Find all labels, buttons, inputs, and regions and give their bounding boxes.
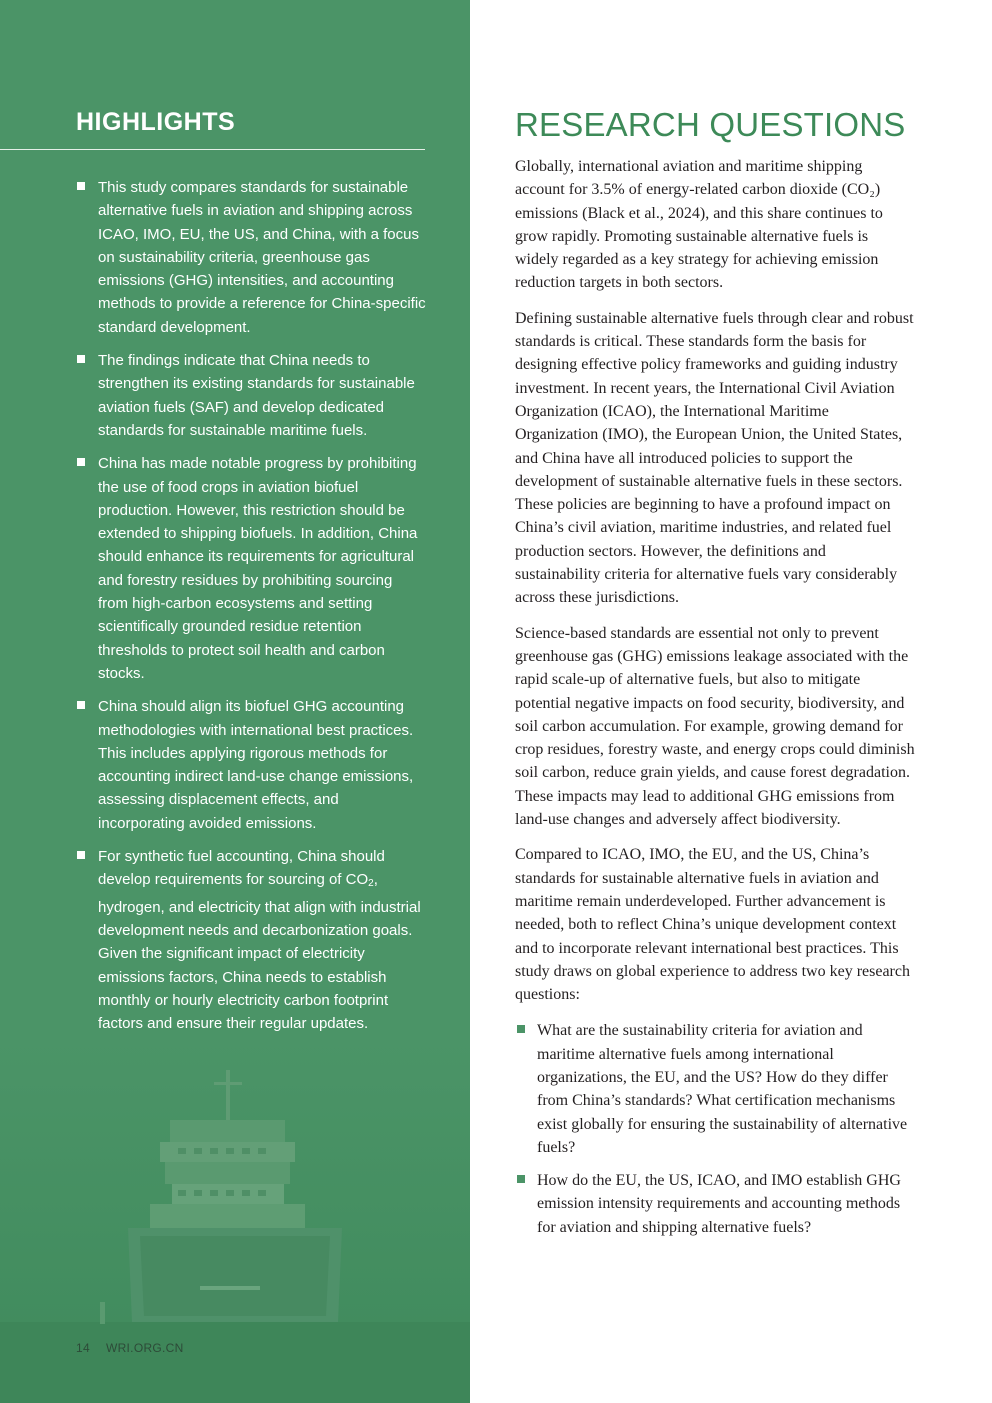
highlight-text-part: , hydrogen, and electricity that align with industrial development needs and decarbonization goals. Given the significant impact of electricity emissions factors, China needs to establish monthly or hourly electricity carbon footprint factors and ensure their regular updates.	[98, 871, 421, 1033]
square-bullet-icon	[517, 1025, 525, 1033]
highlight-text: The findings indicate that China needs to strengthen its existing standards for sustainable aviation fuels (SAF) and develop dedicated standards for sustainable maritime fuels.	[98, 352, 415, 439]
site-link[interactable]: WRI.ORG.CN	[105, 1341, 184, 1355]
list-item	[515, 1169, 915, 1239]
research-body	[515, 155, 915, 1249]
list-item	[76, 176, 426, 339]
square-bullet-icon	[77, 355, 85, 363]
highlights-panel	[0, 0, 470, 1403]
highlight-text-part: For synthetic fuel accounting, China should develop requirements for sourcing of CO	[98, 848, 385, 889]
list-item	[76, 349, 426, 442]
highlight-text: China should align its biofuel GHG accounting methodologies with international best practices. This includes applying rigorous methods for accounting indirect land-use change emissions, assessing displacement effects, and incorporating avoided emissions.	[98, 698, 414, 832]
highlight-text	[98, 848, 421, 1032]
list-item	[515, 1019, 915, 1159]
ship-photo	[0, 1040, 470, 1403]
square-bullet-icon	[77, 851, 85, 859]
square-bullet-icon	[77, 182, 85, 190]
body-paragraph: Defining sustainable alternative fuels through clear and robust standards is critical. These standards form the basis for designing effective policy frameworks and guiding industry investment. In recent years, the International Civil Aviation Organization (ICAO), the International Maritime Organization (IMO), the European Union, the United States, and China have all introduced policies to support the development of sustainable alternative fuels in these sectors. These policies are beginning to have a profound impact on China’s civil aviation, maritime industries, and related fuel production sectors. However, the definitions and sustainability criteria for alternative fuels vary considerably across these jurisdictions.	[515, 309, 914, 607]
square-bullet-icon	[517, 1175, 525, 1183]
subscript: 2	[368, 878, 374, 890]
question-text: How do the EU, the US, ICAO, and IMO establish GHG emission intensity requirements and accounting methods for aviation and shipping alternative fuels?	[537, 1172, 901, 1236]
highlight-text: China has made notable progress by prohibiting the use of food crops in aviation biofuel production. However, this restriction should be extended to shipping biofuels. In addition, China should enhance its requirements for agricultural and forestry residues by prohibiting sourcing from high-carbon ecosystems and setting scientifically grounded residue retention thresholds to protect soil health and carbon stocks.	[98, 455, 418, 682]
square-bullet-icon	[77, 458, 85, 466]
body-paragraph: Science-based standards are essential not only to prevent greenhouse gas (GHG) emissions leakage associated with the rapid scale-up of alternative fuels, but also to mitigate potential negative impacts on food security, biodiversity, and soil carbon accumulation. For example, growing demand for crop residues, forestry waste, and energy crops could diminish soil carbon, reduce grain yields, and cause forest degradation. These impacts may lead to additional GHG emissions from land-use changes and adversely affect biodiversity.	[515, 624, 915, 829]
body-paragraph: Compared to ICAO, IMO, the EU, and the US, China’s standards for sustainable alternative fuels in aviation and maritime remain underdeveloped. Further advancement is needed, both to reflect China’s unique development context and to incorporate relevant international best practices. This study draws on global experience to address two key research questions:	[515, 846, 910, 1004]
question-text: What are the sustainability criteria for aviation and maritime alternative fuels among international organizations, the EU, and the US? How do they differ from China’s standards? What certification mechanisms exist globally for ensuring the sustainability of alternative fuels?	[537, 1022, 908, 1156]
highlights-list	[76, 176, 426, 1045]
research-questions-list	[515, 1019, 915, 1239]
list-item	[76, 695, 426, 835]
highlights-divider	[0, 149, 425, 150]
highlights-title: HIGHLIGHTS	[76, 108, 236, 136]
page-footer	[76, 1341, 184, 1355]
square-bullet-icon	[77, 701, 85, 709]
page-number: 14	[76, 1341, 90, 1355]
research-questions-title: RESEARCH QUESTIONS	[515, 106, 906, 143]
body-paragraph: Globally, international aviation and maritime shipping account for 3.5% of energy-related carbon dioxide (CO₂) emissions (Black et al., 2024), and this share continues to grow rapidly. Promoting sustainable alternative fuels is widely regarded as a key strategy for achieving emission reduction targets in both sectors.	[515, 158, 883, 292]
list-item	[76, 845, 426, 1035]
list-item	[76, 452, 426, 685]
highlight-text: This study compares standards for sustainable alternative fuels in aviation and shipping across ICAO, IMO, EU, the US, and China, with a focus on sustainability criteria, greenhouse gas emissions (GHG) intensities, and accounting methods to provide a reference for China-specific standard development.	[98, 179, 426, 336]
